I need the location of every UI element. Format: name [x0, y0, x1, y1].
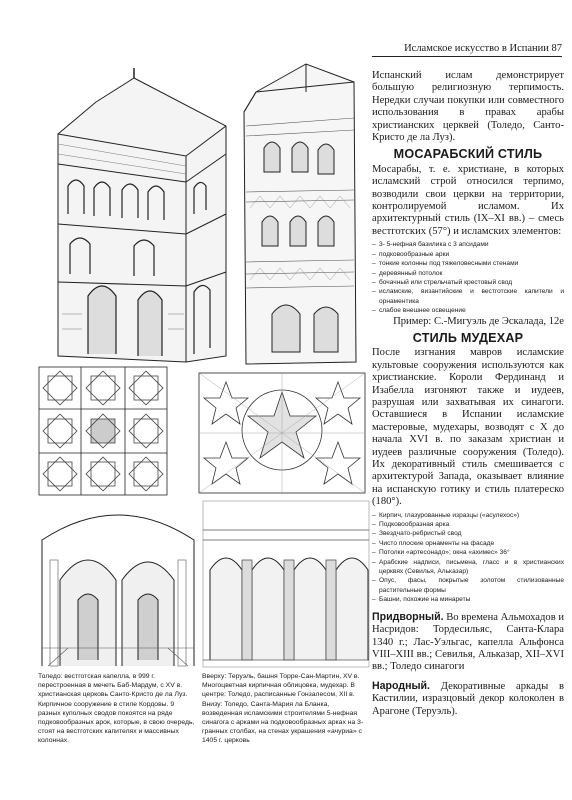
- mozarab-features-list: [372, 240, 564, 315]
- list-item: – Подковообразная арка: [372, 520, 564, 529]
- court-text: Во времена Альмохадов и Насридов: Тордесильяс, Санта-Клара 1340 г.; Лас-Уэльгас, капелла Альфонса VIII–XIII вв.; Севилья, Альказар, XII–XVI вв.; Толедо синагоги: [372, 611, 565, 673]
- mudejar-paragraph: После изгнания мавров исламские культовые сооружения используются как христианские. Короли Фердинанд и Изабелла изгоняют также и иудеев, разрушая или захватывая их синагоги. Оставшиеся в Испании исламские мастеровые, мудехары, возводят с Х до начала XVI в. по заказам христиан и иудеев различные сооружения (Толедо). Их декоративный стиль смешивается с архитектурой Запада, оказывает влияние на испанскую готику и стиль платереско (180°).: [372, 347, 564, 508]
- running-header: Исламское искусство в Испании 87: [372, 42, 562, 57]
- list-item: – бочачный или стрельчатый крестовый свод: [372, 278, 564, 287]
- list-item: – Кирпич, глазурованные изразцы («асулехос»): [372, 511, 564, 520]
- list-item: – подковообразные арки: [372, 250, 564, 259]
- right-text-column: [372, 70, 564, 720]
- list-item: – Чисто плоские орнаменты на фасаде: [372, 539, 564, 548]
- teruel-tower-illustration: [236, 52, 366, 366]
- list-item: – деревянный потолок: [372, 269, 564, 278]
- court-paragraph: [372, 611, 564, 674]
- mozarab-example: Пример: С.-Мигуэль де Эскалада, 12e: [393, 315, 564, 327]
- mudejar-heading: СТИЛЬ МУДЕХАР: [412, 330, 524, 345]
- caption-left: Толедо: вестготская капелла, в 999 г. перестроенная в мечеть Баб-Мардум, с XV в. христианская церковь Санто-Кристо де ла Луз. Кирпичное сооружение в стиле Кордовы. 9 разных куполных сводов покоятся на ряде подковообразных арок, которые, в свою очередь, стоят на вестготских капителях и массивных колоннах.: [38, 673, 195, 745]
- list-item: – исламские, византийские и вестготские капители и орнаментика: [372, 287, 564, 306]
- synagogue-arcade-illustration: [202, 500, 370, 668]
- list-item: – Башни, похожие на минареты: [372, 595, 564, 604]
- folk-paragraph: [372, 680, 564, 718]
- tower-illustration: [38, 64, 234, 364]
- caption-right: Вверху: Теруэль, башня Торре-Сан-Мартин, XV в. Многоцветная кирпичная облицовка, мудехар. В центре: Толедо, расписанные Гонзалесом, XII в. Внизу: Толедо, Санта-Мария ла Бланка, возведенная исламскими строителями 5-нефная синагога с арками на подковообразных арках на 3-гранных столбах, на стенах украшения «ачуриа» с 1405 г. церковь: [202, 673, 364, 745]
- list-item: – Опус, фасы, покрытые золотом стилизованные растительные формы: [372, 576, 564, 595]
- folk-text: Декоративные аркады в Кастилии, изразцовый декор колоколен в Арагоне (Теруэль).: [372, 680, 564, 717]
- intro-paragraph: Испанский ислам демонстрирует большую религиозную терпимость. Нередки случаи покупки или совместного использования в правах арабы христианских церквей (Толедо, Санто-Кристо де ла Луз).: [372, 70, 564, 144]
- list-item: – 3- 5-нефная базилика с 3 апсидами: [372, 240, 564, 249]
- mosque-interior-illustration: [38, 500, 198, 668]
- mozarab-heading: МОСАРАБСКИЙ СТИЛЬ: [393, 147, 543, 162]
- folk-label: Народный.: [372, 679, 430, 692]
- mozarab-paragraph: Мосарабы, т. е. христиане, в которых исламский строй относился терпимо, возводили свои церкви на территории, контролируемой исламом. Их архитектурный стиль (IX–XI вв.) – смесь вестготских (57°) и исламских элементов:: [372, 163, 564, 237]
- list-item: – Потолки «артесонадо»; окна «ахимес» 36°: [372, 548, 564, 557]
- mudejar-features-list: [372, 511, 564, 605]
- list-item: – слабое внешнее освещение: [372, 306, 564, 315]
- court-label: Придворный.: [372, 610, 444, 623]
- star-pattern-illustration: [198, 372, 366, 494]
- list-item: – тонкие колонны под тяжеловесными стенами: [372, 259, 564, 268]
- list-item: – Арабские надписи, письмена, гласс и в христианских церквях (Севилья, Альказар): [372, 558, 564, 577]
- list-item: – Звездчато-ребристый свод: [372, 529, 564, 538]
- tile-pattern-illustration: [38, 366, 168, 496]
